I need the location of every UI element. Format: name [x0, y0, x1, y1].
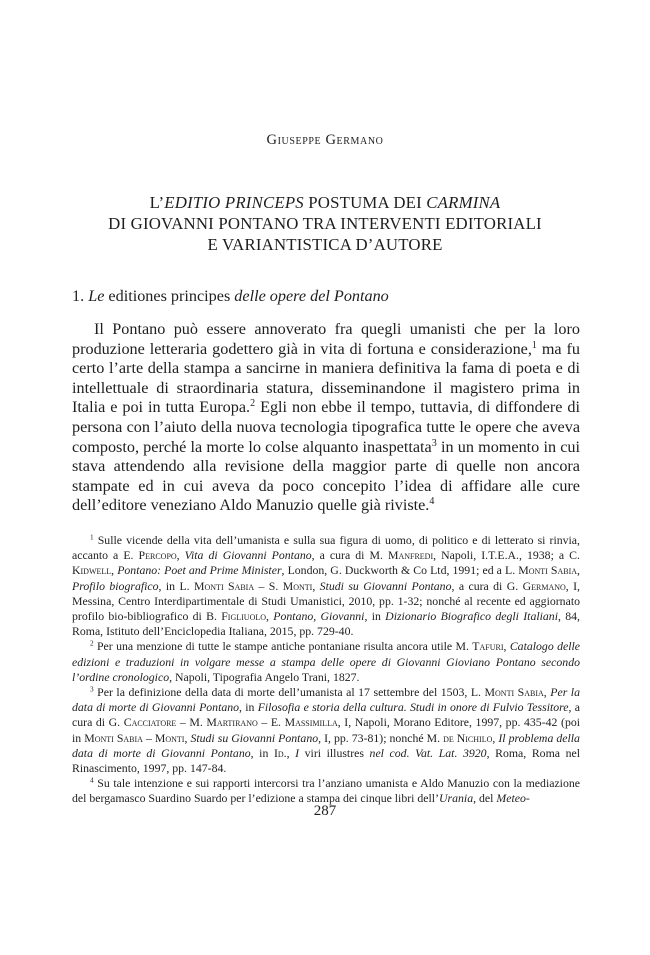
title-line-2: DI GIOVANNI PONTANO TRA INTERVENTI EDITORIALI [108, 214, 542, 233]
footnote-2: $^2$ Per una menzione di tutte le stampe antiche pontaniane risulta ancora utile M. Tafuri, Catalogo delle edizioni e traduzioni in volgare messe a stampa delle opere di Giovanni Gioviano Pontano secondo l’ordine cronologico, Napoli, Tipografia Angelo Trani, 1827. [72, 639, 580, 684]
title-line-3: E VARIANTISTICA D’AUTORE [207, 235, 443, 254]
footnote-ref: 3 [431, 437, 437, 449]
body-text [72, 320, 580, 516]
title-line-1: L’EDITIO PRINCEPS POSTUMA DEI CARMINA [149, 193, 501, 212]
author-last-name: Germano [325, 132, 384, 148]
footnotes [72, 533, 580, 807]
section-heading: 1. Le editiones principes delle opere del Pontano [72, 287, 389, 305]
author-name [0, 132, 650, 149]
author-first-name: Giuseppe [266, 132, 322, 148]
footnote-1: $^1$ Sulle vicende della vita dell’umanista e sulla sua figura di uomo, di politico e di letterato si rinvia, accanto a E. Percopo, Vita di Giovanni Pontano, a cura di M. Manfredi, Napoli, I.T.E.A., 1938; a C. Kidwell, Pontano: Poet and Prime Minister, London, G. Duckworth & Co Ltd, 1991; ed a L. Monti Sabia, Profilo biografico, in L. Monti Sabia – S. Monti, Studi su Giovanni Pontano, a cura di G. Germano, I, Messina, Centro Interdipartimentale di Studi Umanistici, 2010, pp. 1-32; nonché al recente ed aggiornato profilo bio-bibliografico di B. Figliuolo, Pontano, Giovanni, in Dizionario Biografico degli Italiani, 84, Roma, Istituto dell’Enciclopedia Italiana, 2015, pp. 729-40. [72, 532, 581, 639]
footnote-3: $^3$ Per la definizione della data di morte dell’umanista al 17 settembre del 1503, L. Monti Sabia, Per la data di morte di Giovanni Pontano, in Filosofia e storia della cultura. Studi in onore di Fulvio Tessitore, a cura di G. Cacciatore – M. Martirano – E. Massimilla, I, Napoli, Morano Editore, 1997, pp. 435-42 (poi in Monti Sabia – Monti, Studi su Giovanni Pontano, I, pp. 73-81); nonché M. de Nichilo, Il problema della data di morte di Giovanni Pontano, in Id., I viri illustres nel cod. Vat. Lat. 3920, Roma, Roma nel Rinascimento, 1997, pp. 147-84. [72, 684, 581, 776]
article-title [40, 192, 610, 255]
footnote-4: $^4$ Su tale intenzione e sui rapporti intercorsi tra l’anziano umanista e Aldo Manuzio con la mediazione del bergamasco Suardino Suardo per l’edizione a stampa dei cinque libri dell’Urania, del Meteo- [72, 775, 580, 806]
footnote-ref: 4 [429, 496, 435, 508]
footnote-ref: 2 [250, 398, 256, 410]
page-number: 287 [313, 803, 337, 819]
footnote-ref: 1 [531, 339, 537, 351]
body-paragraph: Il Pontano può essere annoverato fra quegli umanisti che per la loro produzione letteraria godettero già in vita di fortuna e considerazione,$^1$ ma fu certo l’arte della stampa a sancirne in maniera definitiva la fama di poeta e di intellettuale di straordinaria statura, disseminandone il magistero prima in Italia e poi in tutta Europa.$^2$ Egli non ebbe il tempo, tuttavia, di diffondere di persona con l’aiuto della nuova tecnologia tipografica tutte le opere che aveva composto, perché la morte lo colse alquanto inaspettata$^3$ in un momento in cui stava attendendo alla revisione della maggior parte di quelle non ancora stampate ed in cui aveva da poco concepito l’idea di affidare alle cure dell’editore veneziano Aldo Manuzio quelle già riviste.$^4$ [72, 320, 581, 515]
